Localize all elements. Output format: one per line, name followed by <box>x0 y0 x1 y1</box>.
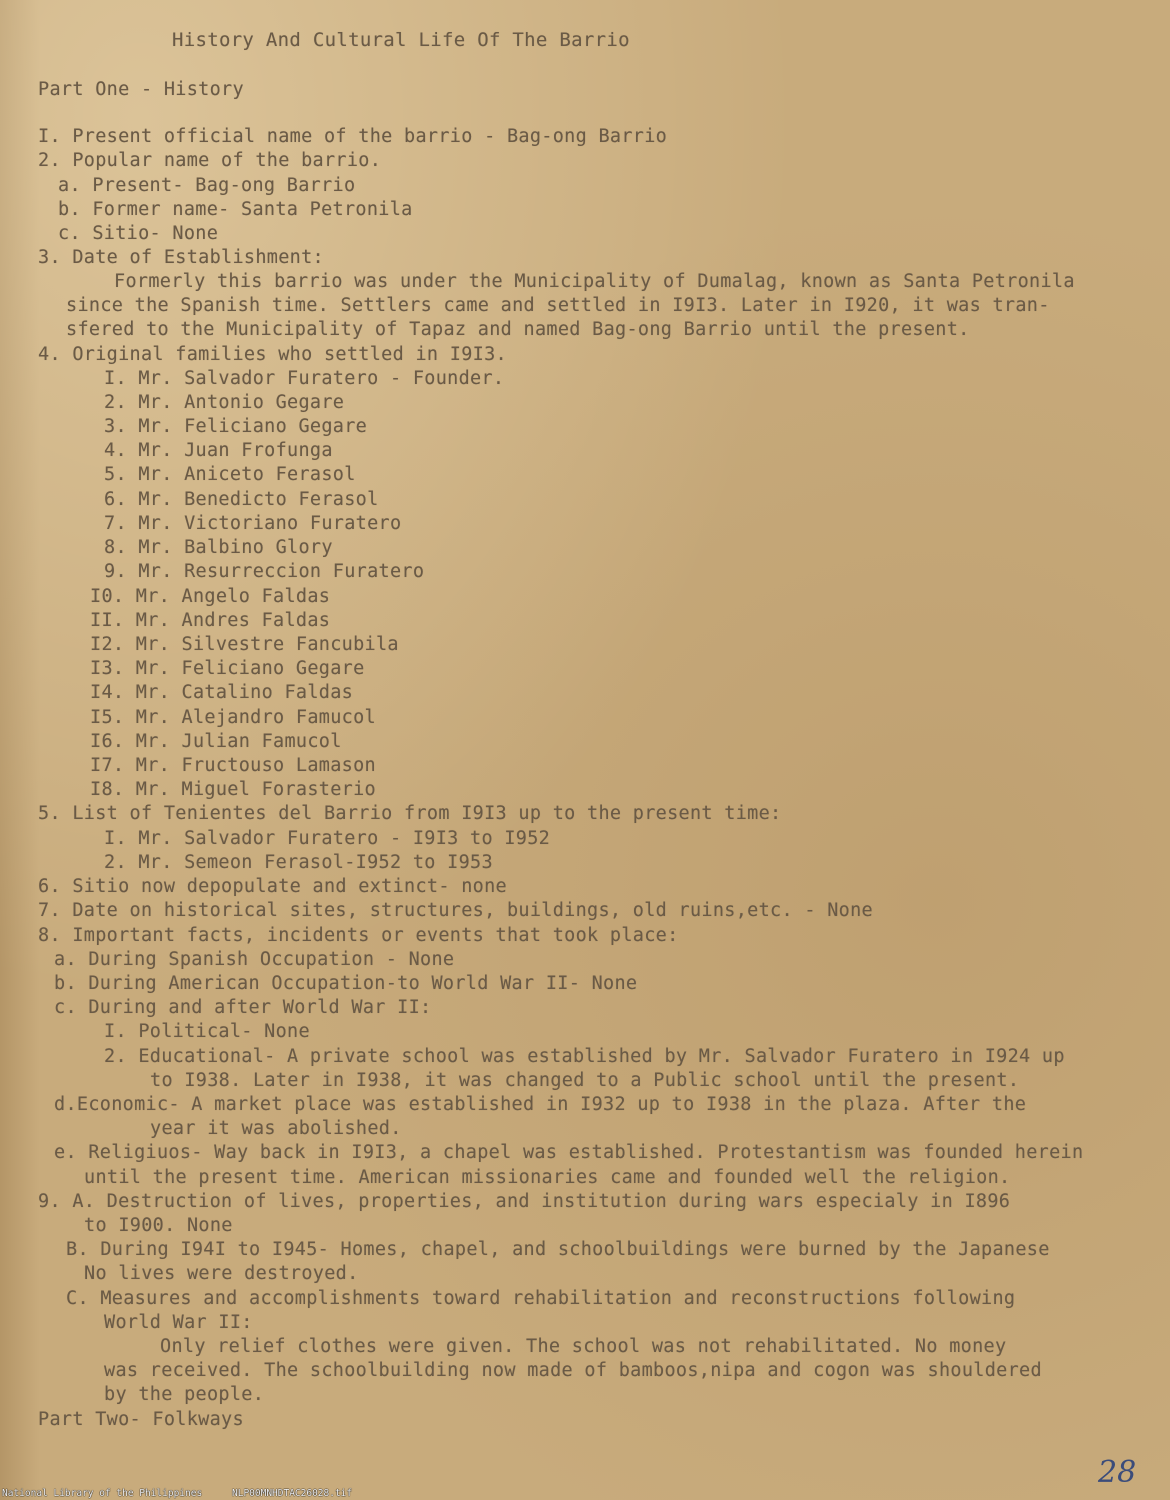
section-heading: Part Two- Folkways <box>38 1409 244 1430</box>
scan-footer <box>0 1487 1170 1500</box>
text-line: 7. Date on historical sites, structures, buildings, old ruins,etc. - None <box>38 900 873 921</box>
list-item: I8. Mr. Miguel Forasterio <box>90 779 376 800</box>
list-item: 7. Mr. Victoriano Furatero <box>104 513 402 534</box>
list-item: 9. Mr. Resurreccion Furatero <box>104 561 425 582</box>
list-item: 4. Mr. Juan Frofunga <box>104 440 333 461</box>
text-line: 4. Original families who settled in I9I3. <box>38 344 507 365</box>
text-line: b. Former name- Santa Petronila <box>58 199 413 220</box>
text-line: was received. The schoolbuilding now made of bamboos,nipa and cogon was shouldered <box>104 1360 1042 1381</box>
text-line: Formerly this barrio was under the Municipality of Dumalag, known as Santa Petronila <box>114 271 1075 292</box>
text-line: 9. A. Destruction of lives, properties, and institution during wars especialy in I896 <box>38 1191 1011 1212</box>
file-name: NLP00MNHDTAC26028.tif <box>232 1488 353 1499</box>
page-number: 28 <box>1098 1455 1137 1490</box>
list-item: I3. Mr. Feliciano Gegare <box>90 658 365 679</box>
list-item: I5. Mr. Alejandro Famucol <box>90 707 376 728</box>
list-item: 5. Mr. Aniceto Ferasol <box>104 464 356 485</box>
text-line: a. During Spanish Occupation - None <box>54 949 455 970</box>
text-line: 6. Sitio now depopulate and extinct- none <box>38 876 507 897</box>
list-item: II. Mr. Andres Faldas <box>90 610 331 631</box>
text-line: to I900. None <box>84 1215 233 1236</box>
text-line: 5. List of Tenientes del Barrio from I9I3 up to the present time: <box>38 803 782 824</box>
list-item: I. Political- None <box>104 1021 310 1042</box>
text-line: I. Present official name of the barrio - Bag-ong Barrio <box>38 126 668 147</box>
document-title: History And Cultural Life Of The Barrio <box>172 29 630 51</box>
text-line: e. Religiuos- Way back in I9I3, a chapel was established. Protestantism was founded herein <box>54 1142 1084 1163</box>
text-line: Only relief clothes were given. The school was not rehabilitated. No money <box>160 1336 1007 1357</box>
text-line: c. Sitio- None <box>58 223 219 244</box>
text-line: since the Spanish time. Settlers came and settled in I9I3. Later in I920, it was tran- <box>66 295 1050 316</box>
list-item: 8. Mr. Balbino Glory <box>104 537 333 558</box>
text-line: year it was abolished. <box>150 1118 402 1139</box>
text-line: sfered to the Municipality of Tapaz and named Bag-ong Barrio until the present. <box>66 319 970 340</box>
text-line: by the people. <box>104 1384 265 1405</box>
list-item: I2. Mr. Silvestre Fancubila <box>90 634 399 655</box>
list-item: 6. Mr. Benedicto Ferasol <box>104 489 379 510</box>
text-line: 8. Important facts, incidents or events that took place: <box>38 925 679 946</box>
list-item: 3. Mr. Feliciano Gegare <box>104 416 368 437</box>
section-heading: Part One - History <box>38 79 244 100</box>
text-line: c. During and after World War II: <box>54 997 432 1018</box>
list-item: I. Mr. Salvador Furatero - Founder. <box>104 368 505 389</box>
list-item: I4. Mr. Catalino Faldas <box>90 682 354 703</box>
text-line: d.Economic- A market place was established in I932 up to I938 in the plaza. After the <box>54 1094 1027 1115</box>
text-line: to I938. Later in I938, it was changed to a Public school until the present. <box>150 1070 1020 1091</box>
list-item: I7. Mr. Fructouso Lamason <box>90 755 376 776</box>
library-credit: National Library of the Philippines <box>2 1488 203 1499</box>
text-line: No lives were destroyed. <box>84 1263 359 1284</box>
list-item: I0. Mr. Angelo Faldas <box>90 586 331 607</box>
list-item: 2. Mr. Semeon Ferasol-I952 to I953 <box>104 852 493 873</box>
text-line: a. Present- Bag-ong Barrio <box>58 175 356 196</box>
text-line: World War II: <box>104 1312 253 1333</box>
text-line: C. Measures and accomplishments toward rehabilitation and reconstructions following <box>66 1288 1016 1309</box>
text-line: 2. Popular name of the barrio. <box>38 150 382 171</box>
text-line: until the present time. American missionaries came and founded well the religion. <box>84 1167 1011 1188</box>
list-item: 2. Mr. Antonio Gegare <box>104 392 345 413</box>
list-item: I6. Mr. Julian Famucol <box>90 731 342 752</box>
text-line: 3. Date of Establishment: <box>38 247 324 268</box>
text-line: B. During I94I to I945- Homes, chapel, and schoolbuildings were burned by the Japanese <box>66 1239 1050 1260</box>
list-item: I. Mr. Salvador Furatero - I9I3 to I952 <box>104 828 551 849</box>
list-item: 2. Educational- A private school was established by Mr. Salvador Furatero in I924 up <box>104 1046 1065 1067</box>
text-line: b. During American Occupation-to World War II- None <box>54 973 638 994</box>
